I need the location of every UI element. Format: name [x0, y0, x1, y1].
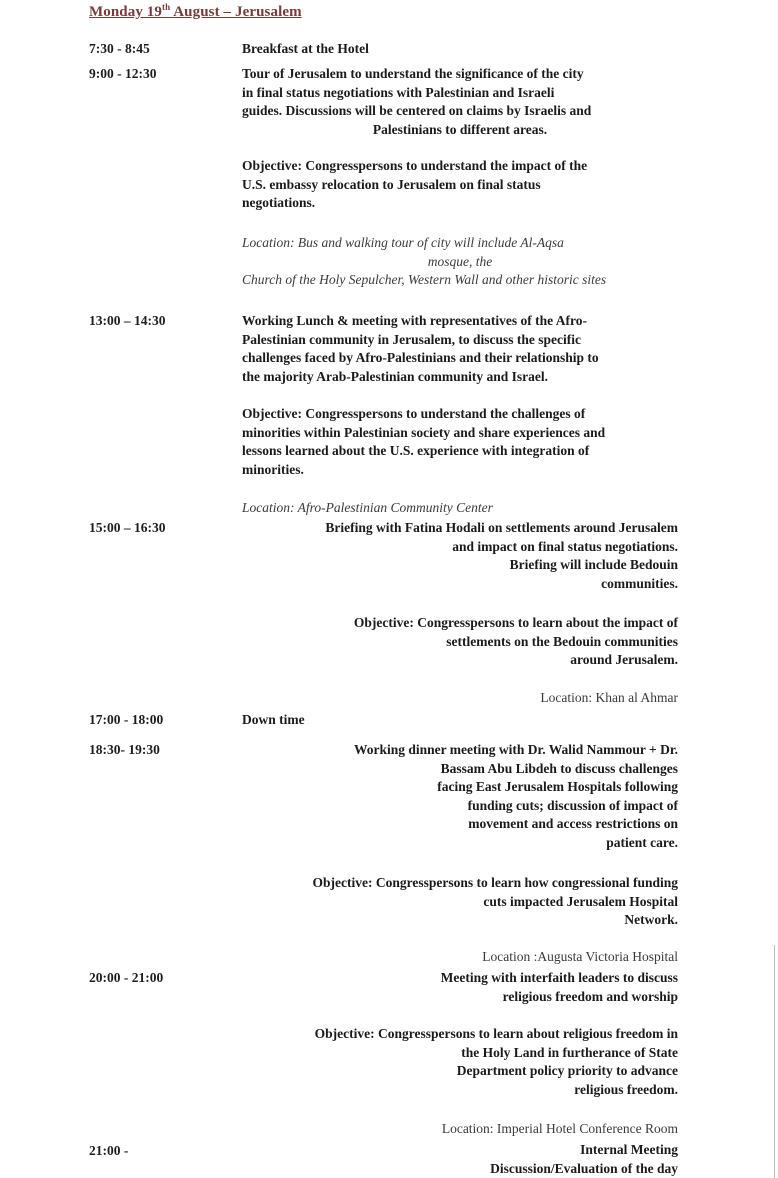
text-line: funding cuts; discussion of impact of	[467, 797, 678, 813]
entry-title: Breakfast at the Hotel	[242, 41, 369, 56]
text-line: Discussion/Evaluation of the day	[490, 1160, 678, 1176]
day-heading-superscript: th	[162, 2, 171, 12]
entry-description	[242, 969, 678, 1006]
text-line: Internal Meeting	[580, 1142, 678, 1157]
entry-time: 7:30 - 8:45	[89, 41, 150, 56]
text-line: Palestinian community in Jerusalem, to discuss the specific	[242, 331, 581, 347]
text-line: negotiations.	[242, 195, 316, 211]
text-line: Working Lunch & meeting with representatives of the Afro-	[242, 313, 587, 328]
text-line: minorities within Palestinian society and share experiences and	[242, 424, 606, 440]
entry-time: 21:00 -	[89, 1143, 129, 1158]
text-line: Objective: Congresspersons to understand the challenges of	[242, 406, 586, 421]
text-line: Working dinner meeting with Dr. Walid Nammour + Dr.	[354, 742, 678, 757]
text-line: Meeting with interfaith leaders to discuss	[440, 970, 678, 985]
entry-description	[242, 519, 678, 593]
text-line: Tour of Jerusalem to understand the significance of the city	[242, 66, 584, 81]
entry-description	[242, 312, 678, 386]
text-line: mosque, the	[427, 253, 493, 269]
entry-location	[242, 234, 678, 290]
text-line: Objective: Congresspersons to learn about religious freedom in	[314, 1026, 678, 1041]
entry-objective	[242, 405, 678, 479]
entry-objective	[242, 157, 678, 213]
text-line: religious freedom.	[574, 1081, 678, 1097]
entry-location: Location: Imperial Hotel Conference Room	[441, 1121, 678, 1136]
text-line: challenges faced by Afro-Palestinians and their relationship to	[242, 350, 599, 366]
day-heading	[89, 2, 302, 21]
entry-objective	[242, 874, 678, 930]
text-line: religious freedom and worship	[502, 988, 678, 1004]
entry-objective	[242, 614, 678, 670]
day-heading-day: Monday 19	[89, 4, 162, 20]
text-line: Briefing will include Bedouin	[509, 557, 678, 573]
entry-location: Location :Augusta Victoria Hospital	[482, 949, 678, 964]
text-line: patient care.	[606, 834, 678, 850]
text-line: Objective: Congresspersons to learn how congressional funding	[312, 875, 678, 890]
entry-description	[242, 741, 678, 853]
entry-time: 20:00 - 21:00	[89, 970, 164, 985]
entry-time: 15:00 – 16:30	[89, 520, 166, 535]
text-line: cuts impacted Jerusalem Hospital	[483, 893, 678, 909]
text-line: communities.	[601, 575, 678, 591]
text-line: settlements on the Bedouin communities	[446, 633, 678, 649]
entry-time: 13:00 – 14:30	[89, 313, 166, 328]
text-line: movement and access restrictions on	[468, 816, 678, 832]
entry-description	[242, 65, 678, 139]
text-line: minorities.	[242, 461, 304, 477]
text-line: Network.	[624, 912, 678, 928]
text-line: Church of the Holy Sepulcher, Western Wall and other historic sites	[242, 272, 607, 288]
text-line: guides. Discussions will be centered on claims by Israelis and	[242, 103, 592, 119]
text-line: and impact on final status negotiations.	[452, 538, 678, 554]
text-line: Objective: Congresspersons to understand the impact of the	[242, 158, 588, 173]
text-line: Objective: Congresspersons to learn about the impact of	[353, 615, 678, 630]
entry-time: 18:30- 19:30	[89, 742, 160, 757]
text-line: in final status negotiations with Palestinian and Israeli	[242, 84, 555, 100]
entry-location: Location: Khan al Ahmar	[540, 690, 678, 705]
text-line: around Jerusalem.	[570, 652, 678, 668]
entry-time: 9:00 - 12:30	[89, 66, 157, 81]
text-line: the Holy Land in furtherance of State	[461, 1044, 678, 1060]
page-edge-divider	[774, 945, 775, 1178]
entry-description	[242, 1141, 678, 1178]
text-line: the majority Arab-Palestinian community and Israel.	[242, 368, 548, 384]
text-line: Palestinians to different areas.	[372, 121, 548, 137]
entry-objective	[242, 1025, 678, 1099]
text-line: U.S. embassy relocation to Jerusalem on final status	[242, 176, 541, 192]
text-line: Department policy priority to advance	[456, 1063, 678, 1079]
text-line: Location: Bus and walking tour of city will include Al-Aqsa	[242, 235, 564, 250]
entry-location: Location: Afro-Palestinian Community Center	[242, 500, 493, 515]
day-heading-rest: August – Jerusalem	[170, 4, 302, 20]
text-line: Bassam Abu Libdeh to discuss challenges	[440, 760, 678, 776]
text-line: Briefing with Fatina Hodali on settlements around Jerusalem	[325, 520, 678, 535]
entry-title: Down time	[242, 712, 305, 727]
entry-time: 17:00 - 18:00	[89, 712, 164, 727]
text-line: lessons learned about the U.S. experience with integration of	[242, 443, 590, 459]
text-line: facing East Jerusalem Hospitals following	[437, 779, 678, 795]
